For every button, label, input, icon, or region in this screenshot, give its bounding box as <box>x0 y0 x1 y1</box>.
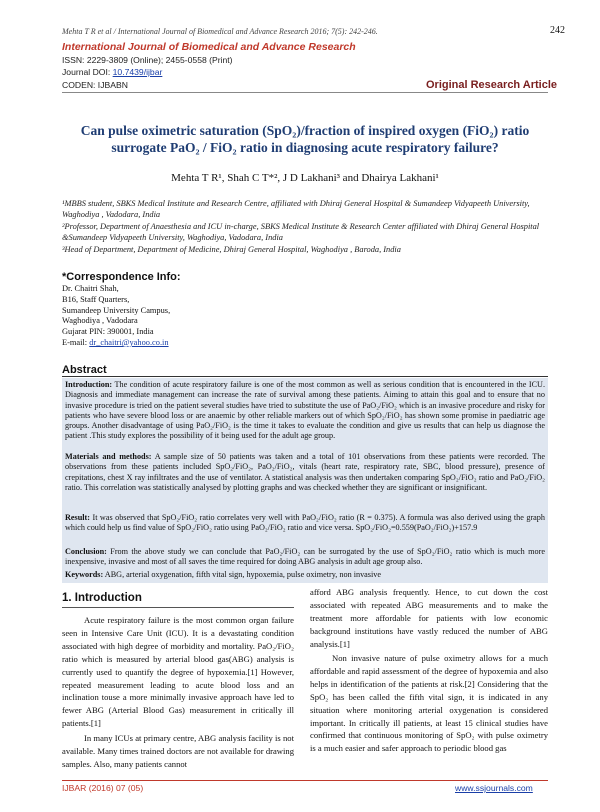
address-line: Dr. Chaitri Shah, <box>62 284 119 293</box>
abstract-keywords <box>65 570 545 580</box>
intro-paragraph-1: Acute respiratory failure is the most common organ failure seen in Intensive Care Unit (ICU). It is a devastating condition associated with high degree of morbidity and mortality. PaO₂/FiO₂ ratio which is measured by arterial blood gas(ABG) analysis is currently used to quantify the degree of hypoxemia.[1] However, repeated measurement leading to acute blood loss and an inclination touse a more minimally invasive approach have led to fewer ABG (Arterial Blood Gas) measurement in critically ill patients.[1] <box>62 615 294 729</box>
doi-label: Journal DOI: <box>62 67 113 77</box>
abstract-methods <box>65 452 545 493</box>
footer-rule <box>62 780 548 781</box>
section-rule <box>62 607 294 608</box>
intro-label: Introduction: <box>65 380 113 389</box>
affiliation-1: ¹MBBS student, SBKS Medical Institute and Research Centre, affiliated with Dhiraj General Hospital & Sumandeep Vidyapeeth University, Waghodiya , Vadodara, India <box>62 199 530 219</box>
intro-text: The condition of acute respiratory failure is one of the most common as well as serious condition that is encountered in the ICU. Diagnosis and immediate management can increase the rate of survival among these patients. Aiming to attain this goal and to ensure that no invasive procedure is tried on the patient several studies have tried to substitute the use of PaO₂/FiO₂ which is an invasive procedure and risky for patients who have severe blood loss or are anaemic by other reliable markers out of which SpO₂/FiO₂ has shown some promise in paediatric age groups. Another disadvantage of using PaO₂/FiO₂ is the time it takes to evaluate the condition and give us results that can help us diagnose the patient .This study explores the possibility of it being used for the adult age group. <box>65 380 545 441</box>
authors: Mehta T R¹, Shah C T*², J D Lakhani³ and Dhairya Lakhani¹ <box>171 172 439 184</box>
issn: ISSN: 2229-3809 (Online); 2455-0558 (Print) <box>62 55 233 65</box>
result-label: Result: <box>65 513 91 522</box>
running-citation: Mehta T R et al / International Journal of Biomedical and Advance Research 2016; 7(5): 242-246. <box>62 27 378 36</box>
journal-title: International Journal of Biomedical and Advance Research <box>62 41 356 53</box>
methods-text: A sample size of 50 patients was taken and a total of 101 observations from these patients were recorded. The observations from these patients included SpO₂/FiO₂, PaO₂/FiO₂, vitals (heart rate, respiratory rate, SBC, blood pressure), presence of crepitations, chest X ray infiltrates and the use of ventilator. A statistical analysis was then undertaken comparing SpO₂/FiO₂ ratio and PaO₂/FiO₂ ratio. This correlation was statistically analysed by plotting graphs and was checked whether they are significant or insignificant. <box>65 452 545 492</box>
footer-issue: IJBAR (2016) 07 (05) <box>62 783 144 793</box>
correspondence-heading: *Correspondence Info: <box>62 271 181 283</box>
keywords-label: Keywords: <box>65 570 104 579</box>
abstract-conclusion <box>65 547 545 568</box>
intro-paragraph-2: In many ICUs at primary centre, ABG analysis facility is not available. Many times trained doctors are not available for drawing samples. Also, many patients cannot <box>62 733 294 769</box>
email-label: E-mail: <box>62 337 90 347</box>
abstract-heading: Abstract <box>62 364 107 376</box>
methods-label: Materials and methods: <box>65 452 152 461</box>
footer-website-link[interactable]: www.ssjournals.com <box>455 783 533 793</box>
conclusion-text: From the above study we can conclude that PaO₂/FiO₂ can be surrogated by the use of SpO₂/FiO₂ ratio which is much more inexpensive, invasive and most of all saves the time required for doing ABG analysis in adult age group also. <box>65 547 545 567</box>
coden: CODEN: IJBABN <box>62 80 128 90</box>
conclusion-label: Conclusion: <box>65 547 107 556</box>
affiliation-2: ²Professor, Department of Anaesthesia and ICU in-charge, SBKS Medical Institute & Research Center affiliated with Dhiraj General Hospital &Sumandeep Vidyapeeth University, Waghodiya, Vadodara, India <box>62 222 540 242</box>
address-line: Waghodiya , Vadodara <box>62 316 138 326</box>
correspondence-email <box>62 338 170 349</box>
address-line: Sumandeep University Campus, <box>62 305 171 315</box>
header-divider <box>62 92 548 93</box>
doi-link[interactable]: 10.7439/ijbar <box>112 67 163 77</box>
article-type: Original Research Article <box>426 79 558 91</box>
page-number: 242 <box>550 25 565 36</box>
title-line-1: Can pulse oximetric saturation (SpO₂)/fraction of inspired oxygen (FiO₂) ratio <box>80 123 530 138</box>
intro-paragraph-4: Non invasive nature of pulse oximetry allows for a much affordable and rapid assessment of the degree of hypoxemia and also helps in identification of the patients at risk.[2] Considering that the SpO₂ has been called the fifth vital sign, it is indicated in any situation where monitoring arterial oxygenation is considered important. In critically ill patients, at least 15 clinical studies have confirmed that continuous monitoring of SpO₂ with pulse oximetry is a much easier and safer approach to periodic blood gas <box>310 653 548 754</box>
correspondence-address <box>62 284 170 349</box>
email-link[interactable]: dr_chaitri@yahoo.co.in <box>89 337 169 347</box>
result-text: It was observed that SpO₂/FiO₂ ratio correlates very well with PaO₂/FiO₂ ratio (R = 0.375). A formula was also derived using the graph which could help us find value of SpO₂/FiO₂ ratio using PaO₂/FiO₂ ratio and vice versa. SpO₂/FiO₂=0.559(PaO₂/FiO₂)+157.9 <box>65 513 545 533</box>
journal-doi <box>62 67 162 77</box>
abstract-introduction <box>65 380 545 442</box>
abstract-result <box>65 513 545 534</box>
affiliation-3: ³Head of Department, Department of Medicine, Dhiraj General Hospital, Waghodiya , Baroda, India <box>62 245 401 254</box>
title-line-2: surrogate PaO₂ / FiO₂ ratio in diagnosing acute respiratory failure? <box>111 140 499 155</box>
address-line: B16, Staff Quarters, <box>62 294 130 304</box>
address-line: Gujarat PIN: 390001, India <box>62 327 154 337</box>
keywords-text: ABG, arterial oxygenation, fifth vital sign, hypoxemia, pulse oximetry, non invasive <box>103 570 381 579</box>
intro-paragraph-3: afford ABG analysis frequently. Hence, to cut down the cost associated with repeated ABG measurements and to make the treatment more affordable for patients with low economic background institutions have vastly reduced the number of ABG analysis.[1] <box>310 587 548 649</box>
article-title <box>62 122 548 156</box>
abstract-rule <box>62 376 548 377</box>
introduction-heading: 1. Introduction <box>62 592 142 604</box>
